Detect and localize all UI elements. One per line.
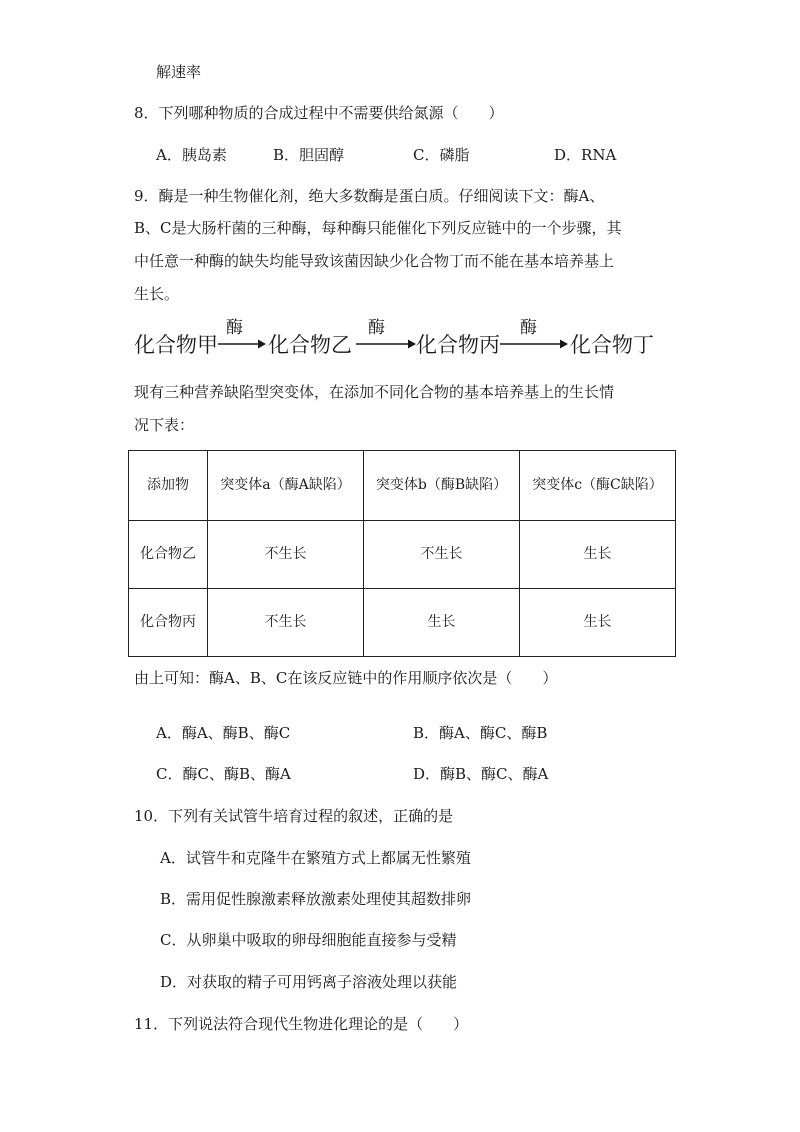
compound-jia: 化合物甲 <box>134 333 218 357</box>
continuation-text: 解速率 <box>156 63 202 81</box>
table-cell: 不生长 <box>208 521 364 589</box>
enzyme-label-1: 酶 <box>226 318 243 338</box>
table-cell: 化合物丙 <box>129 589 208 657</box>
q9-intro-line-1: 9．酶是一种生物催化剂，绝大多数酶是蛋白质。仔细阅读下文：酶A、 <box>134 187 605 205</box>
table-header-cell: 突变体c（酶C缺陷） <box>520 451 676 521</box>
compound-ding: 化合物丁 <box>570 333 654 357</box>
compound-yi: 化合物乙 <box>268 333 352 357</box>
q9-intro-line-3: 中任意一种酶的缺失均能导致该菌因缺少化合物丁而不能在基本培养基上 <box>134 252 615 270</box>
table-intro-line-1: 现有三种营养缺陷型突变体，在添加不同化合物的基本培养基上的生长情 <box>134 383 615 401</box>
q10-option-a: A．试管牛和克隆牛在繁殖方式上都属无性繁殖 <box>160 849 471 867</box>
enzyme-label-2: 酶 <box>368 318 385 338</box>
table-header-cell: 添加物 <box>129 451 208 521</box>
q9-intro-line-2: B、C是大肠杆菌的三种酶，每种酶只能催化下列反应链中的一个步骤，其 <box>134 219 622 237</box>
q9-question: 由上可知：酶A、B、C在该反应链中的作用顺序依次是（ ） <box>134 669 558 687</box>
table-cell: 化合物乙 <box>129 521 208 589</box>
q8-stem: 8．下列哪种物质的合成过程中不需要供给氮源（ ） <box>134 104 504 122</box>
q10-option-b: B．需用促性腺激素释放激素处理使其超数排卵 <box>160 890 472 908</box>
table-cell: 不生长 <box>364 521 520 589</box>
q9-intro-line-4: 生长。 <box>134 285 180 303</box>
table-header-cell: 突变体b（酶B缺陷） <box>364 451 520 521</box>
arrow-icon <box>500 338 568 350</box>
q9-option-d: D．酶B、酶C、酶A <box>413 765 549 783</box>
table-header-cell: 突变体a（酶A缺陷） <box>208 451 364 521</box>
q10-stem: 10．下列有关试管牛培育过程的叙述，正确的是 <box>134 807 454 825</box>
table-cell: 生长 <box>520 521 676 589</box>
table-row <box>129 521 676 589</box>
q9-option-a: A．酶A、酶B、酶C <box>156 724 291 742</box>
table-intro-line-2: 况下表： <box>134 416 195 434</box>
table-cell: 生长 <box>520 589 676 657</box>
table-header-row <box>129 451 676 521</box>
q8-option-b: B．胆固醇 <box>273 146 345 164</box>
table-cell: 生长 <box>364 589 520 657</box>
q11-stem: 11．下列说法符合现代生物进化理论的是（ ） <box>134 1015 469 1033</box>
enzyme-label-3: 酶 <box>520 318 537 338</box>
q8-option-c: C．磷脂 <box>413 146 470 164</box>
q10-option-d: D．对获取的精子可用钙离子溶液处理以获能 <box>160 973 458 991</box>
q9-option-c: C．酶C、酶B、酶A <box>156 765 291 783</box>
growth-table <box>128 450 676 657</box>
q8-option-d: D．RNA <box>554 146 617 164</box>
arrow-icon <box>218 338 266 350</box>
arrow-icon <box>356 338 416 350</box>
table-row <box>129 589 676 657</box>
reaction-pathway <box>134 318 694 364</box>
table-cell: 不生长 <box>208 589 364 657</box>
q10-option-c: C．从卵巢中吸取的卵母细胞能直接参与受精 <box>160 931 457 949</box>
q9-option-b: B．酶A、酶C、酶B <box>413 724 548 742</box>
compound-bing: 化合物丙 <box>416 333 500 357</box>
q8-option-a: A．胰岛素 <box>156 146 227 164</box>
